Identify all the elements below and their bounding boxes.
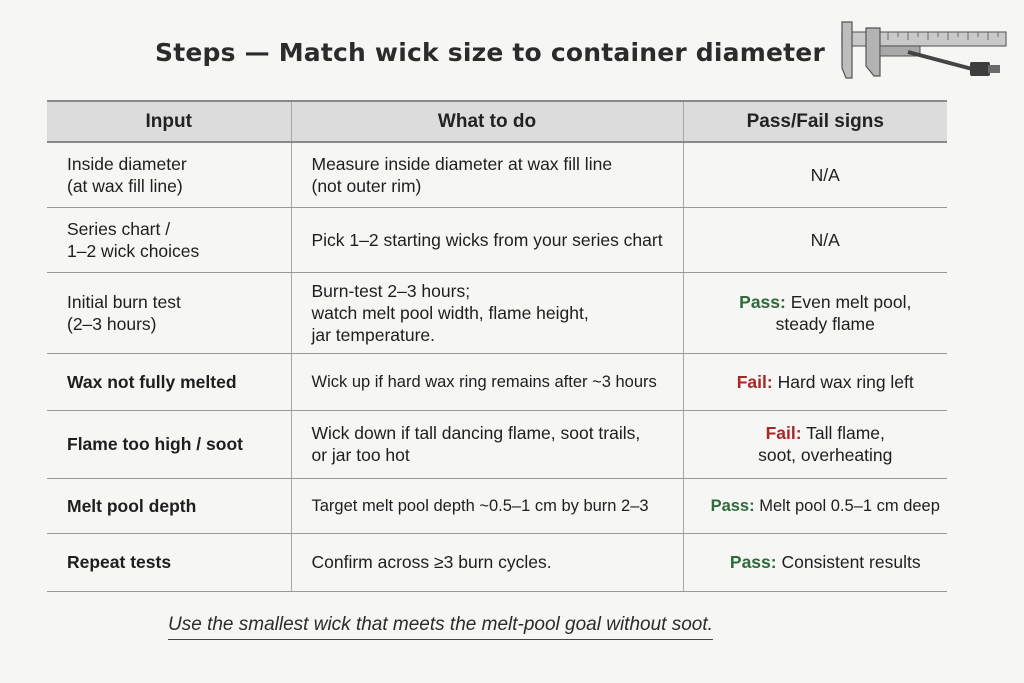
sign-cell (683, 353, 947, 410)
input-cell (47, 272, 291, 353)
pass-label: Pass: (739, 291, 786, 312)
footer-note: Use the smallest wick that meets the melt-pool goal without soot. (168, 614, 713, 640)
todo-line: Confirm across ≥3 burn cycles. (311, 552, 552, 572)
input-line: Flame too high / soot (67, 434, 243, 454)
todo-cell (291, 410, 683, 478)
input-line: Wax not fully melted (67, 371, 237, 392)
input-cell (47, 207, 291, 272)
input-cell (47, 533, 291, 591)
input-line: (2–3 hours) (67, 313, 157, 334)
todo-line: Wick down if tall dancing flame, soot trails, (311, 423, 641, 443)
table-row (47, 142, 947, 207)
input-line: Initial burn test (67, 291, 181, 312)
input-cell (47, 353, 291, 410)
todo-line: (not outer rim) (311, 175, 422, 196)
sign-cell (683, 142, 947, 207)
page-title: Steps — Match wick size to container diameter (155, 38, 825, 67)
fail-label: Fail: (765, 423, 802, 443)
sign-text: Even melt pool, (790, 291, 912, 312)
table-row (47, 533, 947, 591)
input-line: 1–2 wick choices (67, 240, 200, 261)
todo-line: Burn-test 2–3 hours; (311, 280, 471, 301)
wick-steps-table (47, 100, 947, 592)
sign-text: soot, overheating (758, 445, 893, 465)
todo-line: jar temperature. (311, 324, 436, 345)
sign-text: Tall flame, (806, 423, 885, 443)
todo-cell (291, 272, 683, 353)
todo-line: Target melt pool depth ~0.5–1 cm by burn 2–3 (311, 496, 649, 515)
todo-cell (291, 207, 683, 272)
todo-cell (291, 142, 683, 207)
input-line: Inside diameter (67, 153, 187, 174)
todo-cell (291, 478, 683, 533)
todo-line: watch melt pool width, flame height, (311, 302, 589, 323)
pass-label: Pass: (729, 552, 777, 572)
todo-line: or jar too hot (311, 445, 410, 465)
todo-line: Pick 1–2 starting wicks from your series chart (311, 229, 663, 250)
input-line: Melt pool depth (67, 495, 197, 516)
input-line: Series chart / (67, 218, 171, 239)
sign-text: Hard wax ring left (777, 371, 914, 392)
sign-cell (683, 533, 947, 591)
sign-cell (683, 207, 947, 272)
input-cell (47, 142, 291, 207)
table-row (47, 353, 947, 410)
sign-cell (683, 272, 947, 353)
todo-cell (291, 353, 683, 410)
todo-line: Wick up if hard wax ring remains after ~3 hours (311, 372, 657, 391)
input-line: (at wax fill line) (67, 175, 183, 196)
sign-text: steady flame (775, 313, 875, 334)
table-row (47, 410, 947, 478)
table-header-row (47, 101, 947, 142)
todo-cell (291, 533, 683, 591)
input-line: Repeat tests (67, 552, 172, 572)
todo-line: Measure inside diameter at wax fill line (311, 153, 613, 174)
table-row (47, 207, 947, 272)
input-cell (47, 410, 291, 478)
header-what-to-do: What to do (291, 101, 683, 142)
header-input: Input (47, 101, 291, 142)
table-row (47, 272, 947, 353)
table-row (47, 478, 947, 533)
header-pass-fail: Pass/Fail signs (683, 101, 947, 142)
sign-text: N/A (810, 164, 840, 185)
sign-cell (683, 478, 947, 533)
sign-text: Melt pool 0.5–1 cm deep (759, 496, 940, 515)
fail-label: Fail: (736, 371, 773, 392)
pass-label: Pass: (710, 496, 755, 515)
sign-cell (683, 410, 947, 478)
sign-text: N/A (810, 229, 840, 250)
sign-text: Consistent results (781, 552, 921, 572)
caliper-icon (838, 18, 1008, 84)
input-cell (47, 478, 291, 533)
